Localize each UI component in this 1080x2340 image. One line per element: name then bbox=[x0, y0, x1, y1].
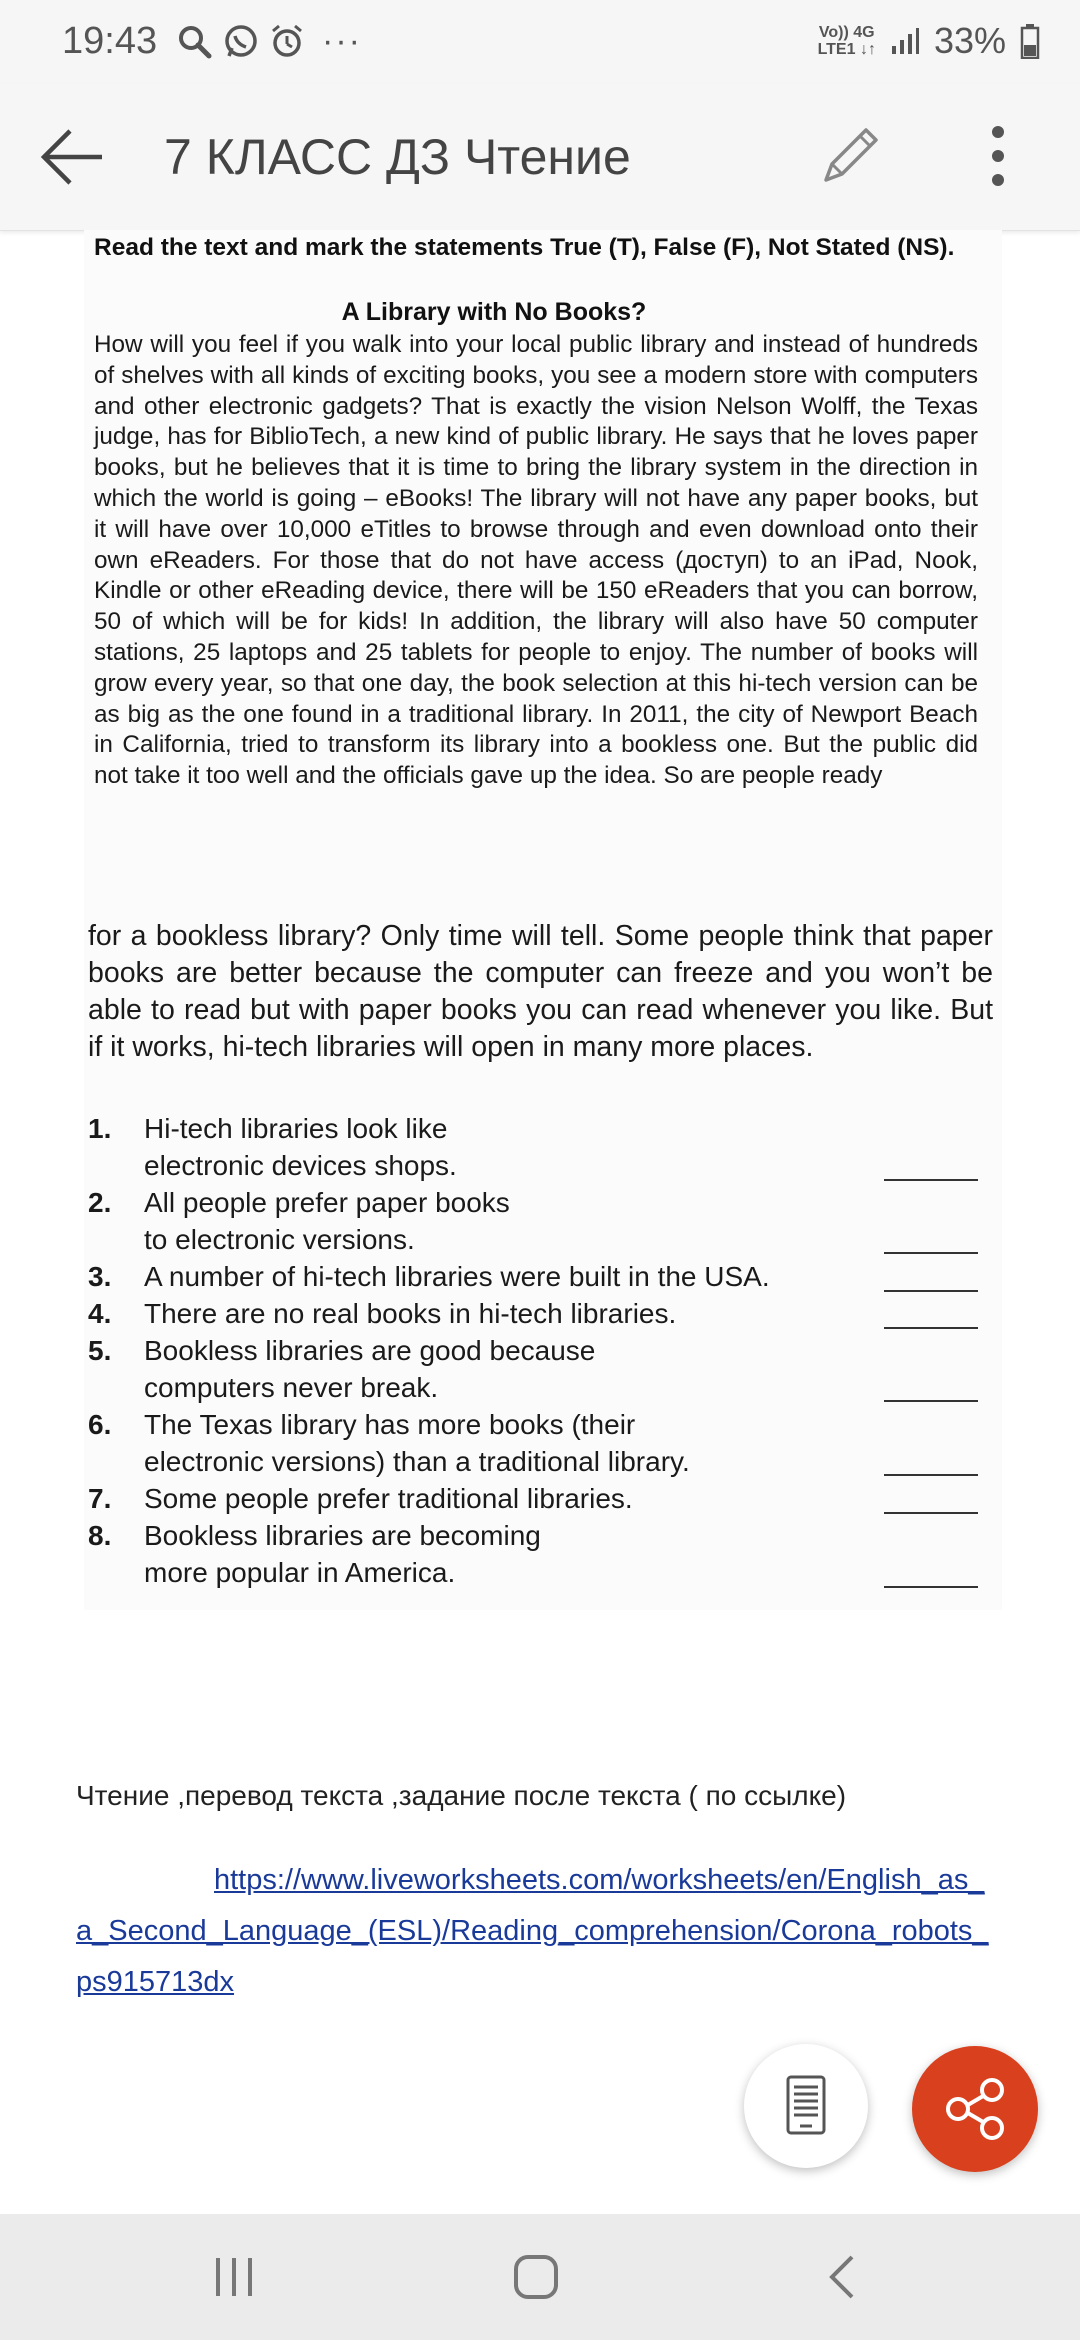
answer-blank-6 bbox=[884, 1474, 978, 1476]
statement-text: Bookless libraries are good because bbox=[144, 1335, 596, 1366]
home-icon[interactable] bbox=[512, 2254, 560, 2300]
statement-number: 4. bbox=[88, 1298, 112, 1329]
worksheet-link[interactable] bbox=[76, 1855, 996, 2008]
statement-text: electronic versions) than a traditional library. bbox=[144, 1446, 690, 1477]
statement-text: more popular in America. bbox=[144, 1557, 456, 1588]
more-notifications-icon: ··· bbox=[322, 22, 362, 60]
share-button[interactable] bbox=[912, 2046, 1038, 2172]
whatsapp-icon bbox=[222, 23, 260, 61]
comment-text: Чтение ,перевод текста ,задание после текста ( по ссылке) bbox=[76, 1780, 847, 1811]
worksheet-heading: A Library with No Books? bbox=[341, 298, 647, 326]
statement-number: 1. bbox=[88, 1113, 112, 1144]
status-right bbox=[818, 20, 1040, 62]
statement-number: 6. bbox=[88, 1409, 112, 1440]
pencil-icon[interactable] bbox=[818, 122, 884, 188]
statement-text: to electronic versions. bbox=[144, 1224, 415, 1255]
statement-number: 2. bbox=[88, 1187, 112, 1218]
worksheet-paragraph-1: How will you feel if you walk into your local public library and instead of hundreds of shelves with all kinds of exciting books, you see a modern store with computers and other electronic gadgets? That is exactly the vision Nelson Wolff, the Texas judge, has for BiblioTech, a new kind of public library. He says that he loves paper books, but he believes that it is time to bring the library system in the direction in which the world is going – eBooks! The library will not have any paper books, but it will have over 10,000 eTitles to browse through and even download onto their own eReaders. For those that do not have access (доступ) to an iPad, Nook, Kindle or other eReading device, there will be 150 eReaders that you can borrow, 50 of which will be for kids! In addition, the library will also have 50 computer stations, 25 laptops and 25 tablets for people to enjoy. The number of books will grow every year, so that one day, the book selection at this hi-tech version can be as big as the one found in a traditional library. In 2011, the city of Newport Beach in California, tried to transform its library into a bookless one. But the public did not take it too well and the officials gave up the idea. So are people ready bbox=[94, 331, 978, 790]
search-icon bbox=[176, 23, 214, 61]
notification-icons bbox=[176, 22, 362, 61]
battery-percent: 33% bbox=[933, 20, 1006, 61]
answer-blank-3 bbox=[884, 1290, 978, 1292]
more-options-icon[interactable] bbox=[976, 124, 1020, 188]
worksheet-paragraph-2: for a bookless library? Only time will tell. Some people think that paper books are better because the computer can freeze and you won’t be able to read but with paper books you can read whenever you like. But if it works, hi-tech libraries will open in many more places. bbox=[88, 920, 993, 1063]
statement-number: 8. bbox=[88, 1520, 112, 1551]
statement-text: Bookless libraries are becoming bbox=[144, 1520, 541, 1551]
answer-blank-1 bbox=[884, 1179, 978, 1181]
answer-blank-7 bbox=[884, 1512, 978, 1514]
share-icon bbox=[912, 2046, 1038, 2172]
recent-apps-icon[interactable] bbox=[210, 2254, 258, 2300]
statement-text: electronic devices shops. bbox=[144, 1150, 457, 1181]
answer-blank-8 bbox=[884, 1586, 978, 1588]
statement-text: computers never break. bbox=[144, 1372, 439, 1403]
battery-icon bbox=[1020, 23, 1040, 59]
statement-text: The Texas library has more books (their bbox=[144, 1409, 636, 1440]
statement-number: 7. bbox=[88, 1483, 112, 1514]
answer-blank-4 bbox=[884, 1327, 978, 1329]
statement-text: Hi-tech libraries look like bbox=[144, 1113, 448, 1144]
statement-3 bbox=[88, 1258, 770, 1295]
statement-number: 5. bbox=[88, 1335, 112, 1366]
document-icon bbox=[744, 2044, 868, 2168]
back-arrow-icon[interactable] bbox=[40, 126, 106, 188]
network-top-label: Vo)) 4G bbox=[818, 24, 875, 41]
statement-8 bbox=[88, 1517, 541, 1591]
statement-7 bbox=[88, 1480, 633, 1517]
worksheet-instruction: Read the text and mark the statements True (T), False (F), Not Stated (NS). bbox=[94, 234, 955, 261]
worksheet-image bbox=[84, 230, 1002, 1610]
statement-4 bbox=[88, 1295, 676, 1332]
statement-text: Some people prefer traditional libraries. bbox=[144, 1483, 633, 1514]
network-bottom-label: LTE1 ↓↑ bbox=[817, 41, 876, 58]
signal-icon bbox=[890, 26, 920, 56]
statement-6 bbox=[88, 1406, 690, 1480]
nav-back-icon[interactable] bbox=[818, 2254, 866, 2300]
network-indicator bbox=[818, 24, 876, 58]
app-bar bbox=[0, 84, 1080, 231]
statement-2 bbox=[88, 1184, 510, 1258]
worksheet-link-text[interactable]: https://www.liveworksheets.com/worksheets/en/English_as_a_Second_Language_(ESL)/Reading_comprehension/Corona_robots_ps915713dx bbox=[76, 1864, 989, 1998]
statement-text: A number of hi-tech libraries were built in the USA. bbox=[144, 1261, 770, 1292]
statement-5 bbox=[88, 1332, 595, 1406]
document-view-button[interactable] bbox=[744, 2044, 868, 2168]
system-nav-bar bbox=[0, 2214, 1080, 2340]
statement-number: 3. bbox=[88, 1261, 112, 1292]
statement-text: All people prefer paper books bbox=[144, 1187, 510, 1218]
statement-text: There are no real books in hi-tech libraries. bbox=[144, 1298, 677, 1329]
page-title: 7 КЛАСС ДЗ Чтение bbox=[164, 129, 631, 185]
statement-1 bbox=[88, 1110, 457, 1184]
answer-blank-2 bbox=[884, 1252, 978, 1254]
alarm-icon bbox=[268, 23, 306, 61]
status-time: 19:43 bbox=[62, 20, 158, 62]
status-bar bbox=[0, 0, 1080, 84]
answer-blank-5 bbox=[884, 1400, 978, 1402]
